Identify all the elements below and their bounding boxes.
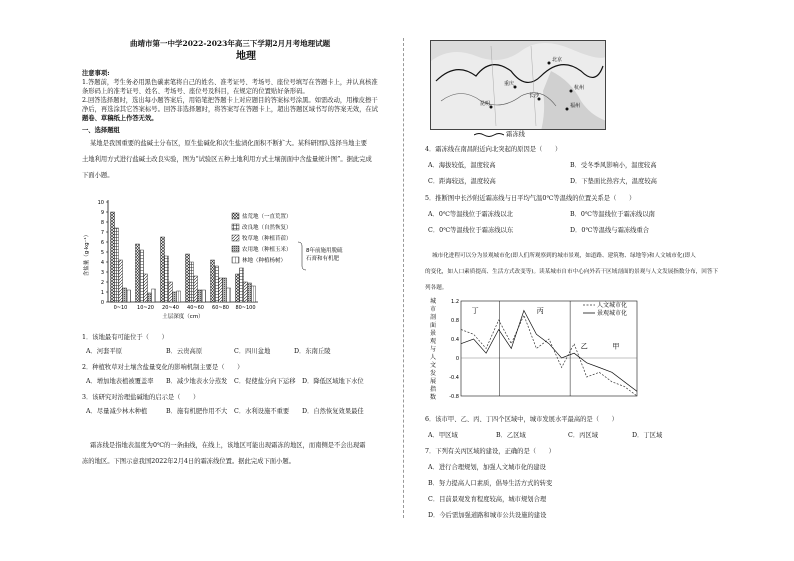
q4-option-c[interactable]: C．距海较远，温度较高 [428,178,496,185]
q3-option-c[interactable]: C．水利设施不重要 [234,408,290,415]
y-tick-label: -0.4 [449,375,459,381]
y-tick-label: 1 [100,290,104,296]
bar [248,283,252,302]
bar [165,256,169,302]
bar [236,274,240,302]
q6-option-c[interactable]: C．丙区域 [568,432,599,439]
bar [223,278,227,302]
bar [215,266,219,302]
column-divider [403,38,404,518]
legend-label: 人文城市化 [597,302,628,309]
legend-swatch [232,246,239,252]
legend-label: 盐荒地（一直荒置） [242,214,292,220]
region-label: 甲 [612,342,620,351]
map-city-label: 福州 [570,103,581,109]
legend-swatch [232,235,239,241]
q7-option-d[interactable]: D．今后需加强道路和城市公共设施的建设 [428,512,547,519]
y-tick-label: 0 [455,356,459,362]
legend-annotation: 8年前施用脱硫 [306,248,343,254]
notice-line: 1.答题前，考生务必用黑色碳素笔将自己的姓名、准考证号、考场号、座位号填写在答题卡上，并认真核准 [82,79,378,86]
q3-option-b[interactable]: B．施有机肥作用不大 [166,408,228,415]
bar [202,290,206,302]
y-axis-label-char: 文 [429,362,437,369]
map-legend-label: 霜冻线 [506,131,525,138]
y-axis-label-char: 与 [429,346,437,353]
frost-line-map [430,40,606,130]
urbanization-line-chart [425,293,645,405]
bar [198,290,202,302]
question-6-stem: 6．该市甲、乙、丙、丁四个区域中，城市发展水平最高的是（ ） [425,416,618,423]
passage-line: 冻的地区。下图示意我国2022年2月4日的霜冻线位置。据此完成下面小题。 [82,458,295,465]
notice-heading: 注意事项: [82,70,110,77]
bar [140,250,144,302]
passage-line: 的变化，如人口素质提高、生活方式改变等)。读某城市自市中心向外若干区域剖面的景观与人文发展指数分布，回答下 [425,269,719,275]
passage-line: 某地是我国重要的盐碱土分布区，原生盐碱化和次生盐渍化面积不断扩大。某科研团队选择当地主要 [90,140,368,147]
section-heading: 一、选择题组 [82,127,120,134]
q2-option-b[interactable]: B．减少地表水分蒸发 [166,378,228,385]
y-tick-label: 5 [100,250,104,256]
y-axis-label: 含盐量（g·kg⁻¹） [84,231,90,277]
passage-line: 土地利用方式进行盐碱土改良实验，图为“试验区五种土地利用方式土壤剖面中含盐量统计图”。据此完成 [82,156,372,163]
q5-option-a[interactable]: A．0℃等温线位于霜冻线以北 [428,211,513,218]
bar [252,286,256,302]
x-tick-label: 40~60 [187,305,204,311]
q2-option-d[interactable]: D．降低区域地下水位 [302,378,364,385]
q2-option-a[interactable]: A．增加地表植被覆盖率 [86,378,154,385]
y-axis-label-char: 发 [429,370,437,377]
bar [127,290,131,302]
x-axis-label: 土层深度（cm） [162,314,204,320]
y-tick-label: 4 [100,260,104,266]
y-tick-label: 0 [100,300,104,306]
bar [115,228,119,302]
q1-option-a[interactable]: A．河套平原 [86,348,123,355]
q4-option-a[interactable]: A．海拔较低，温度较高 [428,162,496,169]
q6-option-a[interactable]: A．甲区域 [428,432,458,439]
legend-label: 改良地（自然恢复） [242,225,292,231]
y-tick-label: 8 [100,220,104,226]
bar [190,262,194,302]
question-5-stem: 5．推断图中长沙附近霜冻线与日平均气温0℃等温线的位置关系是（ ） [425,195,636,202]
map-city-label: 北京 [552,57,563,63]
bar [240,268,244,302]
q6-option-b[interactable]: B．乙区域 [496,432,526,439]
bar [148,293,152,302]
subject-title: 地理 [236,51,256,62]
q5-option-c[interactable]: C．0℃等温线位于霜冻线以东 [428,227,514,234]
y-axis-label-char: 城 [429,298,437,305]
y-tick-label: 2 [100,280,104,286]
bar [227,288,231,302]
bar [211,260,215,302]
legend-label: 景观城市化 [597,310,628,317]
region-label: 乙 [580,342,588,351]
y-axis-label-char: 市 [429,306,437,313]
passage-line: 城市化进程可以分为景观城市化(即人们所观察到的城市景观，如道路、建筑物、绿地等)和人文城市化(即人 [432,253,696,259]
passage-line: 下面小题。 [82,172,114,179]
legend-annotation: 石膏和有机肥 [306,256,340,262]
bar [161,237,165,302]
y-tick-label: 10 [97,200,104,206]
y-axis-label-char: 指 [429,386,437,393]
q4-option-d[interactable]: D．下垫面比热容大，温度较高 [570,178,657,185]
bar [244,282,248,302]
legend-swatch [232,213,239,219]
y-axis-label-char: 观 [429,338,437,345]
exam-title: 曲靖市第一中学2022-2023年高三下学期2月月考地理试题 [130,39,331,48]
map-legend [474,131,525,139]
y-axis-label-char: 剖 [429,314,437,321]
legend-label: 农用地（种植玉米） [242,247,292,253]
map-city-label: 昆明 [480,101,491,107]
y-tick-label: 0.8 [451,318,459,324]
x-tick-label: 20~40 [162,305,179,311]
legend-brace [298,242,306,270]
legend-label: 林地（种植杨树） [242,258,287,264]
q7-option-c[interactable]: C．目前景观发育程度较高，城市规划合理 [428,496,547,503]
salt-content-bar-chart [82,194,352,324]
q6-option-d[interactable]: D．丁区域 [632,432,663,439]
map-city-label: 杭州 [574,85,585,91]
x-tick-label: 10~20 [137,305,154,311]
map-city-label: 重庆 [504,81,515,87]
region-label: 丁 [471,307,479,315]
y-tick-label: -0.8 [449,394,459,400]
q5-option-b[interactable]: B．0℃等温线位于霜冻线以南 [570,211,655,218]
question-1-stem: 1．该地最有可能位于（ ） [82,334,168,341]
q2-option-c[interactable]: C．促使盐分向下运移 [234,378,296,385]
y-tick-label: 9 [100,210,104,216]
y-axis-label-char: 数 [429,394,437,401]
series-line [461,311,637,392]
y-axis-label-char: 面 [429,322,437,329]
map-city-label: 长沙 [529,93,540,99]
bar [173,292,177,302]
bar [111,212,115,302]
bar [177,291,181,302]
y-tick-label: 3 [100,270,104,276]
bar [152,289,156,302]
notice-line: 净后，再选涂其它答案标号。回答非选择题时，将答案写在答题卡上，超出答题区域书写的答案无效，在试 [82,106,378,113]
bar [119,260,123,302]
question-7-stem: 7．下列有关丙区域的建设，正确的是（ ） [425,448,555,455]
y-tick-label: 6 [100,240,104,246]
q3-option-d[interactable]: D．自然恢复效果最佳 [302,408,364,415]
notice-line: 条形码上的准考证号、姓名、考场号、座位号及科目，在规定的位置贴好条形码。 [82,88,309,95]
q4-option-b[interactable]: B．受冬季风影响小，温度较高 [570,162,657,169]
bar [123,288,127,302]
series-line [461,315,637,396]
question-3-stem: 3．该研究对治理盐碱地的启示是（ ） [82,394,200,401]
bar [186,254,190,302]
question-4-stem: 4．霜冻线在南昌附近向北突起的原因是（ ） [425,146,562,153]
y-axis-label-char: 展 [429,378,437,385]
y-axis-label-char: 人 [429,354,437,361]
question-2-stem: 2．种植牧草对土壤含盐量变化的影响机制主要是（ ） [82,364,244,371]
notice-line: 题卷、草稿纸上作答无效。 [82,115,158,122]
q7-option-a[interactable]: A．进行合理规划，加强人文城市化的建设 [428,464,546,471]
notice-line: 2.回答选择题时，选出每小题答案后，用铅笔把答题卡上对应题目的答案标号涂黑。如需改动，用橡皮擦干 [82,97,378,104]
y-tick-label: 7 [100,230,104,236]
q5-option-d[interactable]: D．0℃等温线与霜冻线重合 [570,227,650,234]
q3-option-a[interactable]: A．尽量减少林木种植 [86,408,148,415]
passage-line: 霜冻线是指地表温度为0℃的一条曲线，在线上，该地区可能出现霜冻的地区，而南侧是不会出现霜 [90,442,366,449]
bar [169,282,173,302]
y-axis-label-char: 景 [429,330,437,337]
bar [219,278,223,302]
legend-swatch [232,257,239,263]
bar [144,274,148,302]
y-tick-label: 0.4 [451,337,459,343]
legend-swatch [232,224,239,230]
y-tick-label: 1.2 [451,299,459,305]
region-label: 丙 [536,307,544,315]
q1-option-c[interactable]: C．四川盆地 [234,348,271,355]
bar [194,276,198,302]
x-tick-label: 60~80 [212,305,229,311]
passage-line: 列各题。 [425,285,448,291]
bar [136,244,140,302]
q1-option-b[interactable]: B．云贵高原 [166,348,203,355]
legend-label: 牧草地（种植苜蓿） [242,236,292,242]
x-tick-label: 80~100 [235,305,256,311]
q7-option-b[interactable]: B．努力提高人口素质，倡导生活方式的转变 [428,480,553,487]
x-tick-label: 0~10 [113,305,128,311]
q1-option-d[interactable]: D．东南丘陵 [294,348,331,355]
